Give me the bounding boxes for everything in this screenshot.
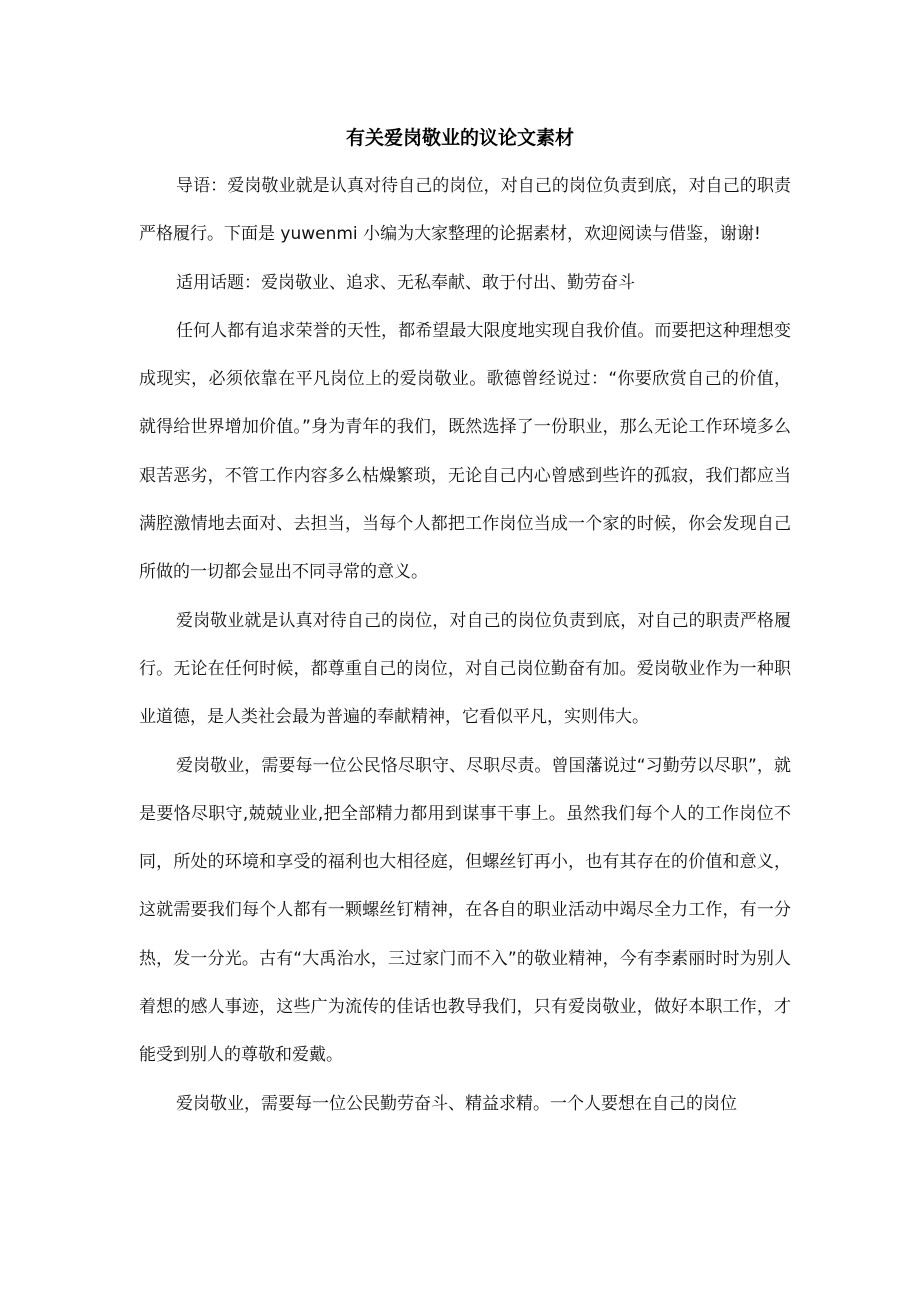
document-body	[139, 162, 791, 1128]
document-title: 有关爱岗敬业的议论文素材	[345, 127, 574, 149]
paragraph-2: 爱岗敬业就是认真对待自己的岗位，对自己的岗位负责到底，对自己的职责严格履行。无论在任何时候，都尊重自己的岗位，对自己岗位勤奋有加。爱岗敬业作为一种职业道德，是人类社会最为普遍的奉献精神，它看似平凡，实则伟大。	[139, 610, 791, 728]
paragraph-4: 爱岗敬业，需要每一位公民勤劳奋斗、精益求精。一个人要想在自己的岗位	[176, 1093, 737, 1114]
paragraph-1: 任何人都有追求荣誉的天性，都希望最大限度地实现自我价值。而要把这种理想变成现实，必须依靠在平凡岗位上的爱岗敬业。歌德曾经说过：“你要欣赏自己的价值，就得给世界增加价值。”身为青年的我们，既然选择了一份职业，那么无论工作环境多么艰苦恶劣，不管工作内容多么枯燥繁琐，无论自己内心曾感到些许的孤寂，我们都应当满腔激情地去面对、去担当，当每个人都把工作岗位当成一个家的时候，你会发现自己所做的一切都会显出不同寻常的意义。	[139, 320, 791, 583]
paragraph-3: 爱岗敬业，需要每一位公民恪尽职守、尽职尽责。曾国藩说过“习勤劳以尽职”，就是要恪尽职守,兢兢业业,把全部精力都用到谋事干事上。虽然我们每个人的工作岗位不同，所处的环境和享受的福利也大相径庭，但螺丝钉再小，也有其存在的价值和意义，这就需要我们每个人都有一颗螺丝钉精神，在各自的职业活动中竭尽全力工作，有一分热，发一分光。古有“大禹治水，三过家门而不入”的敬业精神，今有李素丽时时为别人着想的感人事迹，这些广为流传的佳话也教导我们，只有爱岗敬业，做好本职工作，才能受到别人的尊敬和爱戴。	[139, 755, 791, 1066]
paragraph-intro: 导语：爱岗敬业就是认真对待自己的岗位，对自己的岗位负责到底，对自己的职责严格履行。下面是 yuwenmi 小编为大家整理的论据素材，欢迎阅读与借鉴，谢谢!	[139, 176, 791, 245]
paragraph-topics: 适用话题：爱岗敬业、追求、无私奉献、敢于付出、勤劳奋斗	[176, 272, 635, 293]
